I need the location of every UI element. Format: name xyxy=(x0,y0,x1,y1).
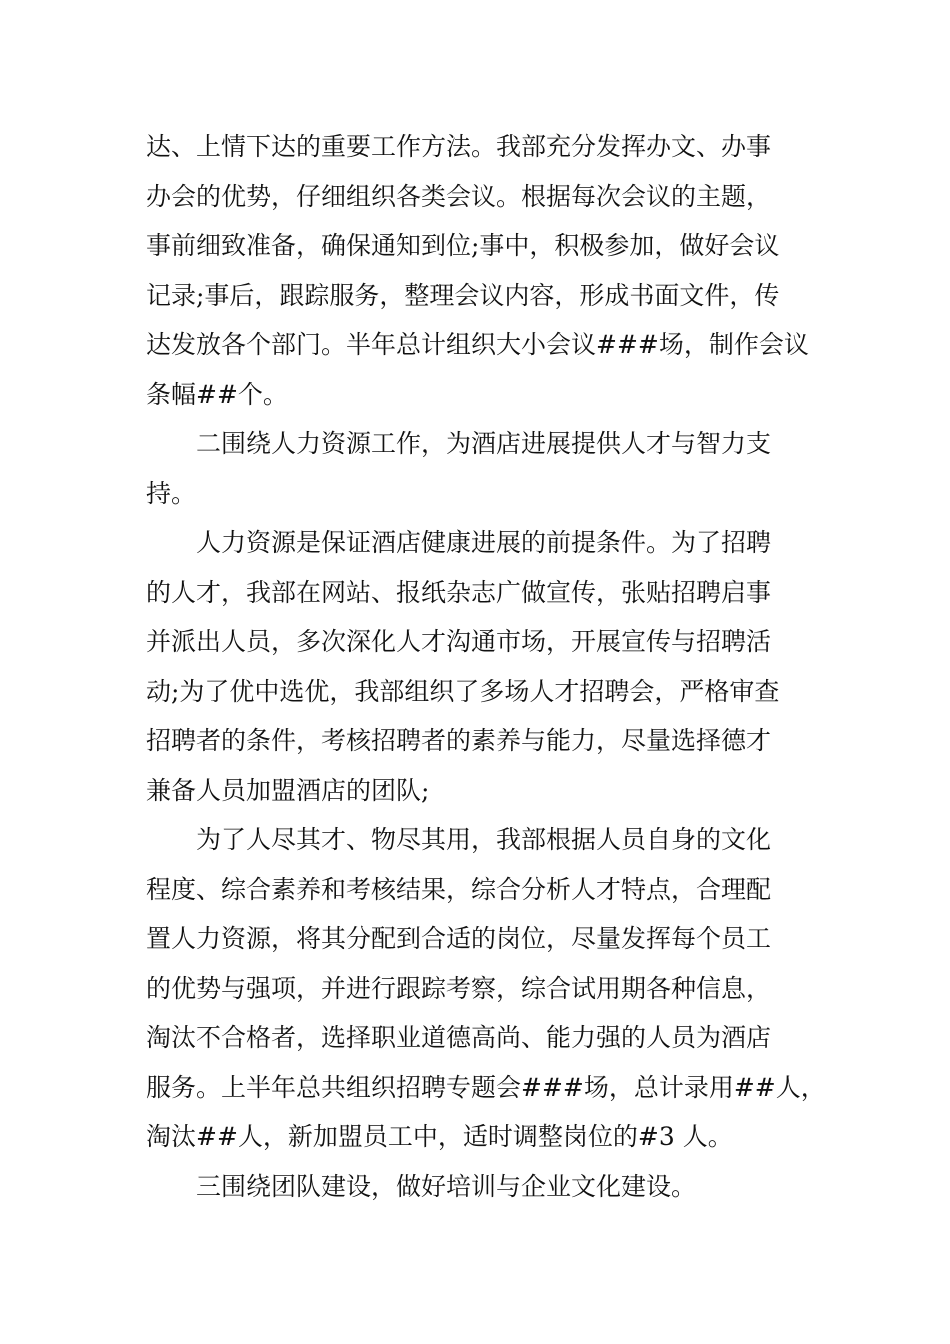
document-body xyxy=(146,122,826,1211)
text-line: 事前细致准备，确保通知到位;事中，积极参加，做好会议 xyxy=(146,231,780,260)
text-line: 三围绕团队建设，做好培训与企业文化建设。 xyxy=(196,1171,697,1201)
text-line: 达、上情下达的重要工作方法。我部充分发挥办文、办事 xyxy=(146,132,772,161)
text-line: 为了人尽其才、物尽其用，我部根据人员自身的文化 xyxy=(196,825,772,854)
text-line: 条幅##个。 xyxy=(146,379,288,409)
text-line: 持。 xyxy=(146,478,197,508)
text-line: 兼备人员加盟酒店的团队; xyxy=(146,775,430,805)
paragraph-recruitment xyxy=(146,518,810,815)
text-line: 程度、综合素养和考核结果，综合分析人才特点，合理配 xyxy=(146,874,772,904)
text-line: 招聘者的条件，考核招聘者的素养与能力，尽量选择德才 xyxy=(146,726,772,755)
text-line: 服务。上半年总共组织招聘专题会###场，总计录用##人， xyxy=(146,1072,826,1102)
text-line: 办会的优势，仔细组织各类会议。根据每次会议的主题， xyxy=(146,181,772,211)
text-line: 人力资源是保证酒店健康进展的前提条件。为了招聘 xyxy=(196,528,772,557)
text-line: 置人力资源，将其分配到合适的岗位，尽量发挥每个员工 xyxy=(146,924,772,953)
paragraph-meeting-organization xyxy=(146,122,810,419)
text-line: 淘汰##人，新加盟员工中，适时调整岗位的#3 人。 xyxy=(146,1122,733,1151)
paragraph-staff-allocation xyxy=(146,815,826,1162)
text-line: 达发放各个部门。半年总计组织大小会议###场，制作会议 xyxy=(146,330,809,359)
section-heading-team-building xyxy=(146,1162,810,1212)
text-line: 动;为了优中选优，我部组织了多场人才招聘会，严格审查 xyxy=(146,676,780,706)
section-heading-human-resources xyxy=(146,419,810,518)
text-line: 二围绕人力资源工作，为酒店进展提供人才与智力支 xyxy=(196,429,772,458)
text-line: 记录;事后，跟踪服务，整理会议内容，形成书面文件，传 xyxy=(146,280,780,310)
text-line: 淘汰不合格者，选择职业道德高尚、能力强的人员为酒店 xyxy=(146,1023,772,1052)
text-line: 并派出人员，多次深化人才沟通市场，开展宣传与招聘活 xyxy=(146,627,772,656)
text-line: 的优势与强项，并进行跟踪考察，综合试用期各种信息， xyxy=(146,973,772,1003)
text-line: 的人才，我部在网站、报纸杂志广做宣传，张贴招聘启事 xyxy=(146,577,772,607)
